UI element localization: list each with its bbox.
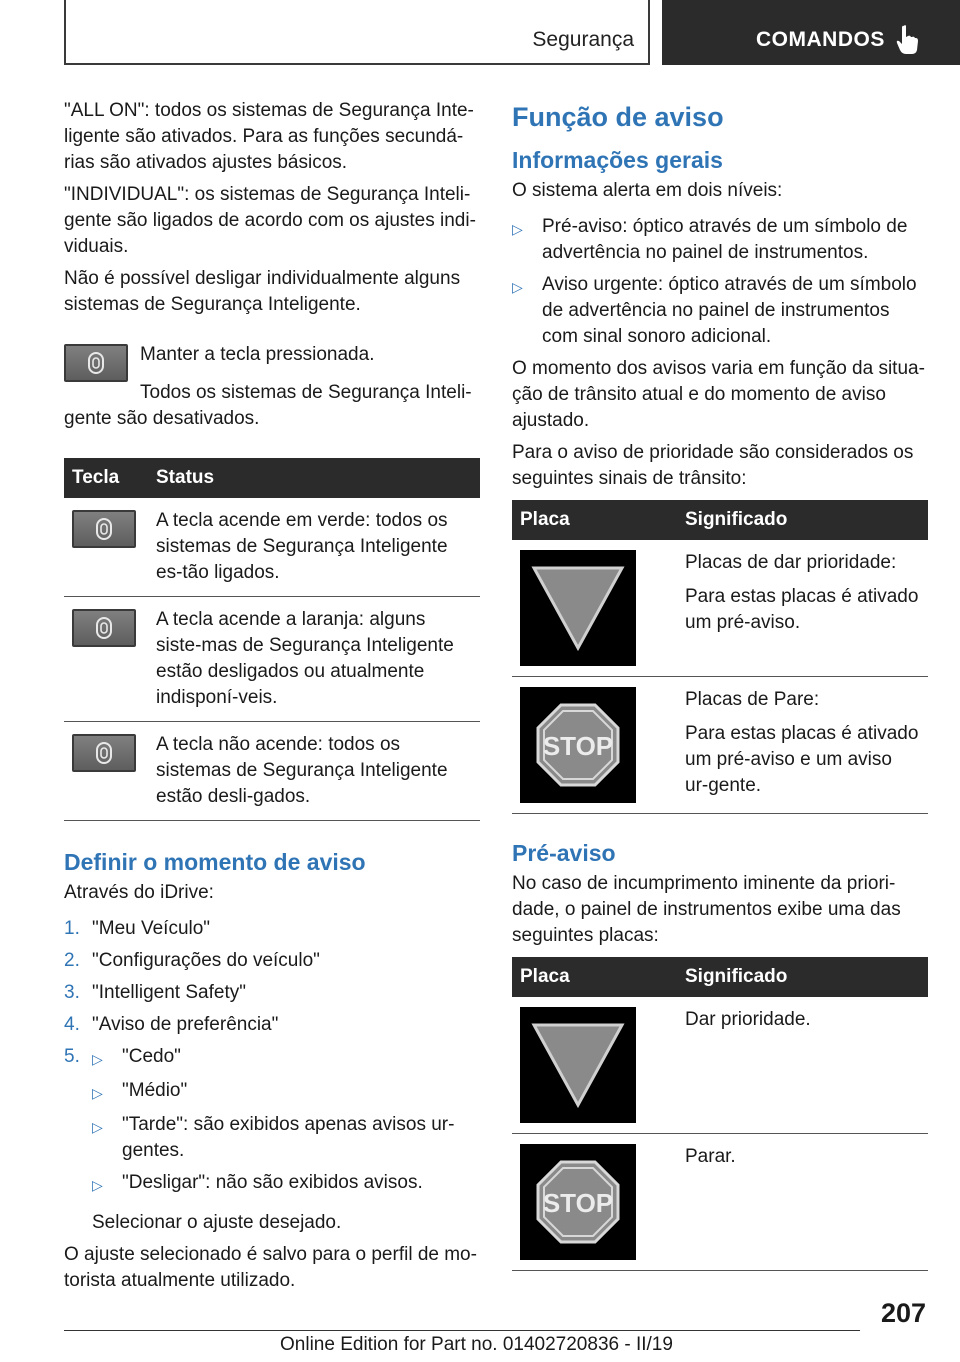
individual-paragraph: "INDIVIDUAL": os sistemas de Segurança Inteli-gente são ligados de acordo com os ajustes indi-viduais. (64, 184, 476, 257)
priority-intro: Para o aviso de prioridade são considerados os seguintes sinais de trânsito: (512, 442, 914, 489)
list-item: 3. "Intelligent Safety" (64, 982, 246, 1003)
list-item: 4. "Aviso de preferência" (64, 1014, 279, 1035)
stop-sign-text: STOP (542, 731, 614, 761)
stop-sign-text: STOP (542, 1188, 614, 1218)
triangle-bullet-icon: ▷ (92, 1119, 103, 1135)
list-item: ▷ Pré-aviso: óptico através de um símbolo de advertência no painel de instrumentos. (512, 214, 928, 266)
table-row (512, 997, 928, 1134)
table-header-meaning: Significado (677, 957, 928, 997)
stop-line2: Para estas placas é ativado um pré-aviso e um aviso ur-gente. (685, 723, 919, 796)
yield-meaning: Dar prioridade. (677, 997, 928, 1134)
header-chapter-title: COMANDOS (756, 28, 885, 51)
stop-meaning: Parar. (677, 1134, 928, 1271)
triangle-bullet-icon: ▷ (512, 279, 523, 295)
triangle-bullet-icon: ▷ (512, 221, 523, 237)
list-item: ▷ "Médio" (92, 1078, 480, 1106)
orange-key-icon (72, 609, 136, 647)
right-column (512, 98, 928, 1271)
table-header-key: Tecla (64, 458, 148, 498)
key-instruction (64, 342, 480, 382)
yield-sign-icon (520, 1007, 636, 1123)
table-header-sign: Placa (512, 500, 677, 540)
subtitle-pre-warning: Pré-aviso (512, 840, 616, 866)
stop-sign-icon (520, 1144, 636, 1260)
table-row (64, 722, 480, 821)
section-title-warning-time: Definir o momento de aviso (64, 849, 366, 875)
all-on-paragraph: "ALL ON": todos os sistemas de Segurança Inte-ligente são ativados. Para as funções secundá-rias são ativados ajustes básicos. (64, 100, 474, 173)
page-number: 207 (880, 1298, 926, 1328)
section-title-warning-function: Função de aviso (512, 102, 724, 132)
stop-line1: Placas de Pare: (685, 689, 820, 710)
footer-edition: Online Edition for Part no. 01402720836 - II/19 (280, 1334, 673, 1355)
status-green-text: A tecla acende em verde: todos os sistemas de Segurança Inteligente es-tão ligados. (148, 498, 480, 597)
triangle-bullet-icon: ▷ (92, 1177, 103, 1193)
list-item: ▷ "Cedo" (92, 1044, 480, 1072)
pre-warning-signs-table (512, 957, 928, 1271)
header-section-title: Segurança (532, 28, 634, 51)
table-row (512, 1134, 928, 1271)
table-header-sign: Placa (512, 957, 677, 997)
header-chapter-box (662, 0, 960, 65)
list-item: 2. "Configurações do veículo" (64, 950, 320, 971)
header-section-box (64, 0, 650, 65)
key-press-text: Manter a tecla pressionada. (140, 344, 375, 365)
intelligent-safety-button-icon (64, 344, 128, 382)
step5-options (92, 1044, 480, 1204)
yield-sign-icon (520, 550, 636, 666)
select-setting-text: Selecionar o ajuste desejado. (92, 1212, 342, 1233)
via-idrive-text: Através do iDrive: (64, 882, 214, 903)
list-item: 5. ▷ "Cedo" ▷ "Médio" ▷ "Tarde": são exibidos apenas avisos ur-gentes. ▷ "Desligar": não são exibidos avisos. (64, 1044, 480, 1204)
status-off-text: A tecla não acende: todos os sistemas de Segurança Inteligente estão desli-gados. (148, 722, 480, 821)
warning-levels-list (512, 214, 928, 350)
levels-intro: O sistema alerta em dois níveis: (512, 180, 783, 201)
triangle-bullet-icon: ▷ (92, 1085, 103, 1101)
stop-sign-icon (520, 687, 636, 803)
status-orange-text: A tecla acende a laranja: alguns siste-mas de Segurança Inteligente estão desligados ou atualmente indisponí-veis. (148, 597, 480, 722)
cannot-disable-paragraph: Não é possível desligar individualmente alguns sistemas de Segurança Inteligente. (64, 268, 461, 315)
subtitle-general-info: Informações gerais (512, 147, 723, 173)
yield-line2: Para estas placas é ativado um pré-aviso. (685, 586, 919, 633)
saved-profile-text: O ajuste selecionado é salvo para o perfil de mo-torista atualmente utilizado. (64, 1244, 477, 1291)
key-result-text: Todos os sistemas de Segurança Inteli-gente são desativados. (64, 382, 472, 429)
yield-line1: Placas de dar prioridade: (685, 552, 897, 573)
triangle-bullet-icon: ▷ (92, 1051, 103, 1067)
list-item: ▷ "Desligar": não são exibidos avisos. (92, 1170, 480, 1198)
footer-divider (64, 1330, 860, 1331)
table-row (64, 597, 480, 722)
left-column (64, 98, 480, 1300)
table-header-status: Status (148, 458, 480, 498)
key-status-table (64, 458, 480, 821)
table-row (64, 498, 480, 597)
priority-signs-table (512, 500, 928, 814)
idrive-steps (64, 916, 480, 1204)
table-row (512, 677, 928, 814)
list-item: 1. "Meu Veículo" (64, 918, 211, 939)
green-key-icon (72, 510, 136, 548)
table-row (512, 540, 928, 677)
list-item: ▷ "Tarde": são exibidos apenas avisos ur-gentes. (92, 1112, 480, 1164)
timing-text: O momento dos avisos varia em função da situa-ção de trânsito atual e do momento de aviso ajustado. (512, 358, 925, 431)
pointing-hand-icon (896, 24, 918, 54)
off-key-icon (72, 734, 136, 772)
pre-warning-text: No caso de incumprimento iminente da priori-dade, o painel de instrumentos exibe uma das seguintes placas: (512, 873, 901, 946)
list-item: ▷ Aviso urgente: óptico através de um símbolo de advertência no painel de instrumentos com sinal sonoro adicional. (512, 272, 928, 350)
table-header-meaning: Significado (677, 500, 928, 540)
